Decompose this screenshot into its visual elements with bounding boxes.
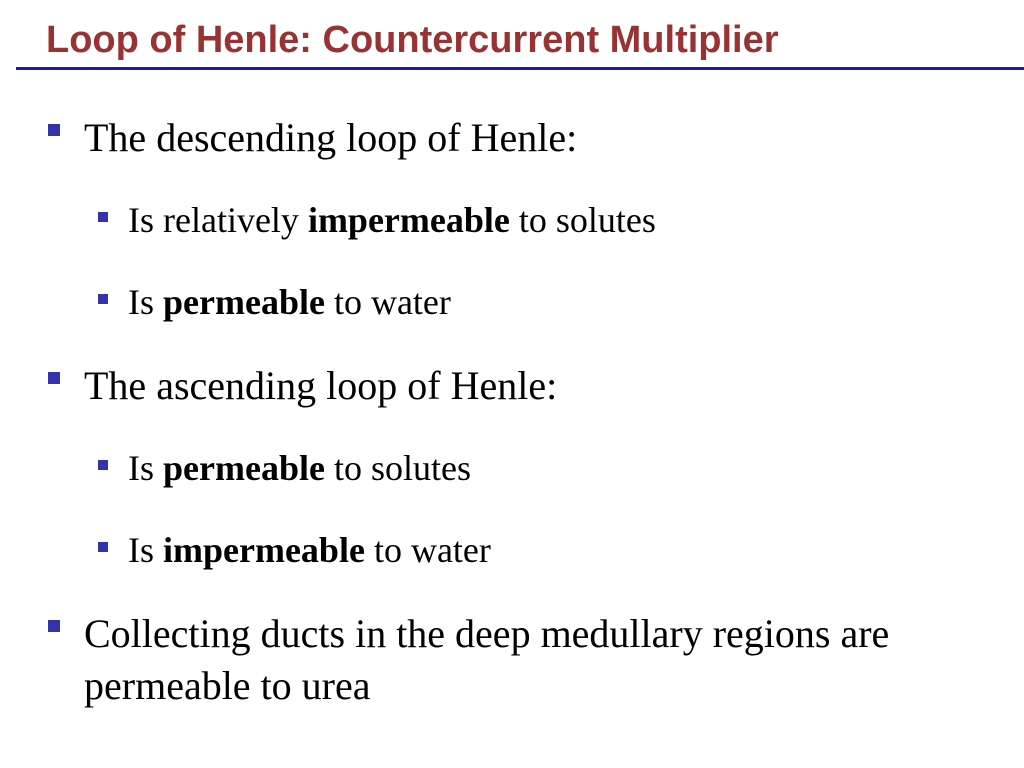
bullet-text: The ascending loop of Henle: — [84, 363, 558, 408]
sub-bullet-item — [98, 444, 978, 492]
square-bullet-icon — [98, 294, 108, 304]
square-bullet-icon — [98, 212, 108, 222]
sub-bullet-text: Is impermeable to water — [128, 530, 491, 570]
sub-bullet-text: Is permeable to water — [128, 282, 451, 322]
bullet-text: The descending loop of Henle: — [84, 115, 578, 160]
square-bullet-icon — [98, 542, 108, 552]
sub-bullet-item — [98, 278, 978, 326]
bullet-item-ascending — [48, 360, 988, 412]
square-bullet-icon — [48, 620, 60, 632]
square-bullet-icon — [48, 372, 60, 384]
sub-bullet-text: Is relatively impermeable to solutes — [128, 200, 656, 240]
square-bullet-icon — [98, 460, 108, 470]
bullet-text: Collecting ducts in the deep medullary regions are permeable to urea — [84, 611, 890, 708]
slide-title: Loop of Henle: Countercurrent Multiplier — [46, 19, 779, 61]
bullet-item-collecting-ducts — [48, 608, 988, 712]
bullet-item-descending — [48, 112, 988, 164]
sub-bullet-item — [98, 526, 978, 574]
sub-bullet-text: Is permeable to solutes — [128, 448, 471, 488]
square-bullet-icon — [48, 124, 60, 136]
sub-bullet-item — [98, 196, 978, 244]
